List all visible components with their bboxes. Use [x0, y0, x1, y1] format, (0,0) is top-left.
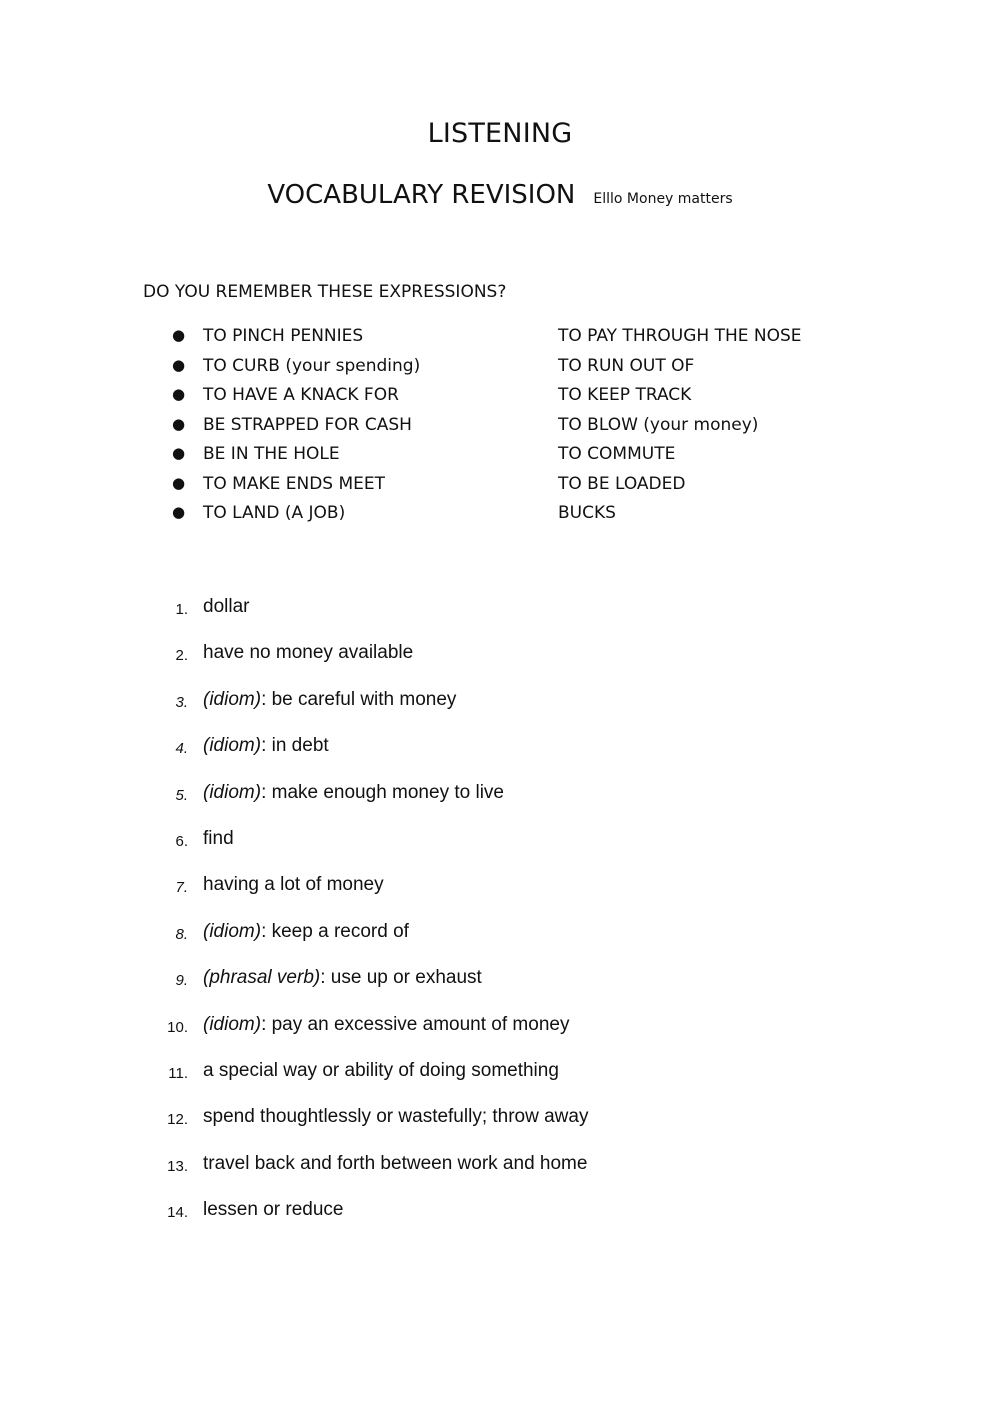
bullet-icon: ● [172, 385, 186, 403]
definition-text [203, 689, 456, 711]
expressions-list [0, 326, 1000, 533]
definition-body: dollar [203, 596, 250, 617]
definition-number: 2. [175, 647, 188, 665]
definition-text [203, 642, 413, 664]
expression-row [0, 444, 1000, 474]
definition-text [203, 828, 234, 850]
definition-body: lessen or reduce [203, 1199, 344, 1221]
definition-text [203, 921, 409, 943]
definition-number: 12. [167, 1111, 188, 1129]
definition-body: a special way or ability of doing something [203, 1059, 559, 1081]
definition-number: 14. [167, 1204, 188, 1222]
definition-row [0, 828, 1000, 874]
definition-row [0, 782, 1000, 828]
definition-row [0, 689, 1000, 735]
definition-number: 9. [175, 972, 188, 990]
definition-body: : make enough money to live [261, 781, 504, 803]
section-question: DO YOU REMEMBER THESE EXPRESSIONS? [143, 282, 507, 302]
definition-row [0, 1153, 1000, 1199]
bullet-icon: ● [172, 444, 186, 462]
bullet-icon: ● [172, 355, 186, 374]
bullet-icon: ● [172, 414, 186, 433]
expression-row [0, 326, 1000, 356]
bullet-icon: ● [172, 326, 186, 344]
definition-number: 8. [175, 925, 188, 943]
definition-tag: (phrasal verb) [203, 967, 321, 989]
definition-number: 1. [175, 601, 188, 618]
expression-left: BE STRAPPED FOR CASH [203, 414, 412, 435]
definition-row [0, 967, 1000, 1013]
definition-number: 7. [175, 879, 188, 897]
definition-body: : pay an excessive amount of money [261, 1013, 570, 1035]
definition-tag: (idiom) [203, 781, 262, 803]
definition-body: : keep a record of [261, 920, 409, 942]
definition-body: spend thoughtlessly or wastefully; throw away [203, 1106, 589, 1128]
expression-right: TO BE LOADED [558, 473, 686, 494]
expression-row [0, 385, 1000, 415]
definition-tag: (idiom) [203, 688, 262, 710]
definitions-list [0, 596, 1000, 1245]
definition-body: : in debt [261, 735, 329, 757]
expression-right: TO COMMUTE [558, 444, 676, 464]
definition-row [0, 921, 1000, 967]
definition-tag: (idiom) [203, 1013, 262, 1035]
expression-right: TO KEEP TRACK [558, 385, 692, 405]
expression-left: TO CURB (your spending) [203, 355, 421, 376]
expression-left: BE IN THE HOLE [203, 444, 340, 464]
source-label: Elllo Money matters [593, 191, 733, 207]
expression-left: TO MAKE ENDS MEET [203, 473, 386, 494]
expression-row [0, 356, 1000, 386]
definition-text [203, 1199, 343, 1221]
expression-right: TO RUN OUT OF [558, 355, 695, 376]
definition-text [203, 1014, 569, 1036]
subtitle-row [0, 180, 1000, 210]
definition-text [203, 874, 384, 896]
definition-row [0, 642, 1000, 688]
expression-left: TO LAND (A JOB) [203, 503, 346, 523]
definition-number: 6. [175, 832, 188, 850]
definition-text [203, 967, 482, 989]
bullet-icon: ● [172, 473, 186, 492]
definition-text [203, 1060, 559, 1082]
definition-tag: (idiom) [203, 920, 262, 942]
expression-left: TO PINCH PENNIES [203, 326, 364, 346]
expression-left: TO HAVE A KNACK FOR [203, 385, 399, 405]
definition-body: : be careful with money [261, 688, 457, 710]
definition-row [0, 1106, 1000, 1152]
expression-right: TO PAY THROUGH THE NOSE [558, 326, 802, 346]
definition-row [0, 1014, 1000, 1060]
definition-text [203, 1106, 588, 1128]
definition-number: 5. [175, 786, 188, 804]
definition-text [203, 596, 249, 618]
page-subtitle: VOCABULARY REVISION [267, 180, 576, 210]
definition-body: having a lot of money [203, 874, 384, 896]
expression-row [0, 503, 1000, 533]
expression-right: BUCKS [558, 503, 616, 523]
definition-row [0, 1199, 1000, 1245]
definition-row [0, 735, 1000, 781]
definition-row [0, 1060, 1000, 1106]
expression-row [0, 474, 1000, 504]
page-title: LISTENING [427, 118, 573, 149]
definition-body: : use up or exhaust [320, 967, 482, 989]
definition-text [203, 782, 504, 804]
expression-right: TO BLOW (your money) [558, 414, 759, 435]
definition-text [203, 1153, 587, 1175]
definition-body: have no money available [203, 642, 414, 664]
bullet-icon: ● [172, 503, 186, 521]
definition-body: find [203, 827, 234, 849]
definition-number: 11. [168, 1064, 188, 1082]
definition-row [0, 596, 1000, 642]
definition-body: travel back and forth between work and home [203, 1152, 588, 1174]
definition-tag: (idiom) [203, 735, 262, 757]
definition-row [0, 874, 1000, 920]
expression-row [0, 415, 1000, 445]
definition-number: 10. [167, 1018, 188, 1036]
definition-number: 13. [167, 1157, 188, 1175]
definition-number: 3. [175, 693, 188, 711]
definition-text [203, 735, 329, 757]
definition-number: 4. [175, 740, 188, 758]
